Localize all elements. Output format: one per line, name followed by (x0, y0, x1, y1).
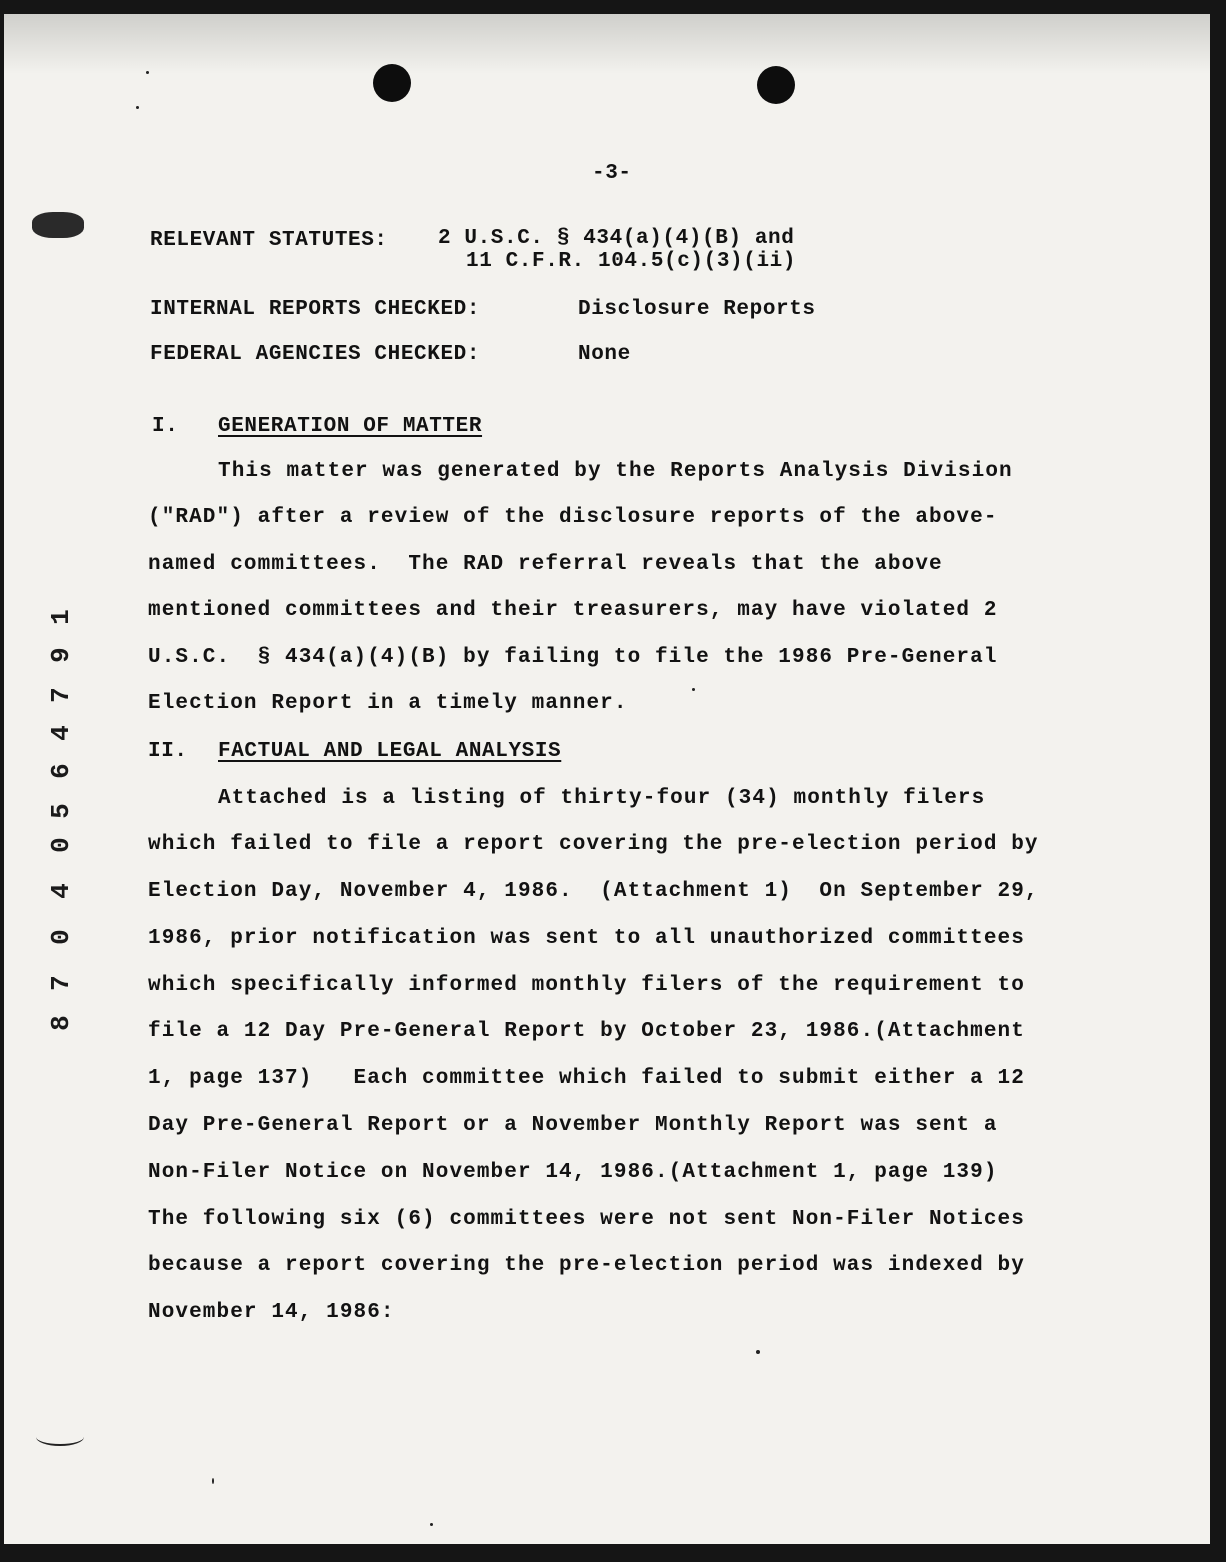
scan-speck (146, 71, 149, 74)
margin-stamp-digit: 7 (46, 687, 76, 703)
scan-speck (692, 688, 695, 691)
margin-stamp-digit: 5 (46, 803, 76, 819)
margin-stamp-digit: 4 (46, 725, 76, 741)
margin-stamp-digit: 0 (46, 837, 76, 853)
margin-stamp-digit: 6 (46, 763, 76, 779)
section-2-line: Non-Filer Notice on November 14, 1986.(Attachment 1, page 139) (148, 1161, 998, 1184)
section-2-line: Election Day, November 4, 1986. (Attachment 1) On September 29, (148, 880, 1039, 903)
section-1-line: named committees. The RAD referral reveals that the above (148, 553, 943, 576)
section-2-line: The following six (6) committees were not sent Non-Filer Notices (148, 1208, 1025, 1231)
margin-stamp-digit: 0 (46, 929, 76, 945)
federal-agencies-value: None (578, 343, 631, 366)
statutes-line-2: 11 C.F.R. 104.5(c)(3)(ii) (466, 250, 797, 273)
internal-reports-value: Disclosure Reports (578, 298, 816, 321)
section-2-line: 1, page 137) Each committee which failed to submit either a 12 (148, 1067, 1025, 1090)
scan-speck (430, 1523, 433, 1526)
section-2-line: Attached is a listing of thirty-four (34) monthly filers (218, 787, 986, 810)
section-2-line: November 14, 1986: (148, 1301, 395, 1324)
scan-mark (36, 1428, 84, 1446)
scan-shading (4, 14, 1210, 74)
section-2-line: because a report covering the pre-election period was indexed by (148, 1254, 1025, 1277)
section-1-line: Election Report in a timely manner. (148, 692, 628, 715)
section-1-number: I. (152, 415, 179, 438)
federal-agencies-label: FEDERAL AGENCIES CHECKED: (150, 343, 481, 366)
section-2-heading: FACTUAL AND LEGAL ANALYSIS (218, 740, 562, 763)
section-2-number: II. (148, 740, 188, 763)
punch-hole-left (373, 64, 411, 102)
section-1-heading: GENERATION OF MATTER (218, 415, 483, 438)
section-2-line: which specifically informed monthly filers of the requirement to (148, 974, 1025, 997)
scan-speck (756, 1350, 760, 1354)
statutes-label: RELEVANT STATUTES: (150, 229, 388, 252)
page-number: -3- (592, 162, 632, 185)
section-1-line: This matter was generated by the Reports Analysis Division (218, 460, 1013, 483)
scan-smudge (32, 212, 84, 238)
section-2-line: file a 12 Day Pre-General Report by October 23, 1986.(Attachment (148, 1020, 1025, 1043)
internal-reports-label: INTERNAL REPORTS CHECKED: (150, 298, 481, 321)
margin-stamp-digit: 8 (46, 1015, 76, 1031)
section-2-line: Day Pre-General Report or a November Monthly Report was sent a (148, 1114, 998, 1137)
section-2-line: which failed to file a report covering the pre-election period by (148, 833, 1039, 856)
section-1-line: ("RAD") after a review of the disclosure reports of the above- (148, 506, 998, 529)
margin-stamp-digit: 4 (46, 883, 76, 899)
margin-stamp-digit: 1 (46, 609, 76, 625)
scan-speck (212, 1478, 214, 1484)
section-1-line: U.S.C. § 434(a)(4)(B) by failing to file the 1986 Pre-General (148, 646, 998, 669)
margin-stamp-digit: 9 (46, 647, 76, 663)
margin-stamp-digit: 7 (46, 975, 76, 991)
section-2-line: 1986, prior notification was sent to all unauthorized committees (148, 927, 1025, 950)
punch-hole-right (757, 66, 795, 104)
scan-speck (136, 106, 139, 109)
section-1-line: mentioned committees and their treasurers, may have violated 2 (148, 599, 998, 622)
statutes-line-1: 2 U.S.C. § 434(a)(4)(B) and (438, 227, 795, 250)
